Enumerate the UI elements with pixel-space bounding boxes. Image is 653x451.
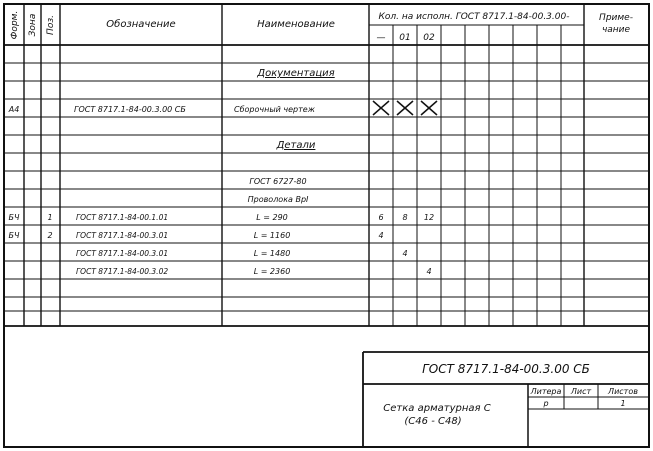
- r4-name: L = 2360: [253, 267, 291, 276]
- title-name-line2: (С46 - С48): [404, 416, 462, 427]
- title-code: ГОСТ 8717.1-84-00.3.00 СБ: [422, 362, 590, 376]
- header-variant-dash: —: [376, 33, 386, 43]
- r1-pos: 1: [47, 213, 53, 222]
- r4-qty-02: 4: [426, 267, 432, 276]
- title-lit-label: Литера: [530, 387, 562, 396]
- r3-designation: ГОСТ 8717.1-84-00.3.01: [76, 249, 169, 258]
- header-qty-title: Кол. на исполн. ГОСТ 8717.1-84-00.3.00-: [378, 12, 570, 22]
- r1-format: БЧ: [8, 213, 20, 222]
- drawing-designation: ГОСТ 8717.1-84-00.3.00 СБ: [74, 105, 186, 114]
- header-variant-01: 01: [399, 33, 411, 43]
- header-format: Форм.: [10, 10, 20, 40]
- title-lit-value: р: [543, 399, 549, 408]
- header-zone: Зона: [28, 13, 38, 37]
- section-documentation: Документация: [257, 68, 335, 79]
- drawing-name: Сборочный чертеж: [234, 105, 315, 114]
- section-details: Детали: [276, 140, 316, 151]
- r1-name: L = 290: [256, 213, 288, 222]
- material-wire: Проволока ВрI: [247, 195, 309, 204]
- material-gost: ГОСТ 6727-80: [249, 177, 307, 186]
- drawing-format: А4: [8, 105, 20, 114]
- r2-format: БЧ: [8, 231, 20, 240]
- r2-qty-dash: 4: [378, 231, 384, 240]
- title-name-line1: Сетка арматурная С: [383, 403, 491, 414]
- r3-name: L = 1480: [253, 249, 291, 258]
- r2-designation: ГОСТ 8717.1-84-00.3.01: [76, 231, 169, 240]
- title-sheet-label: Лист: [570, 387, 592, 396]
- cross-marks: [373, 101, 437, 115]
- r1-qty-02: 12: [423, 213, 435, 222]
- r1-qty-dash: 6: [378, 213, 384, 222]
- r2-pos: 2: [47, 231, 53, 240]
- header-pos: Поз.: [46, 15, 56, 35]
- r3-qty-01: 4: [402, 249, 408, 258]
- r1-designation: ГОСТ 8717.1-84-00.1.01: [76, 213, 169, 222]
- header-note-line2: чание: [601, 25, 631, 35]
- r1-qty-01: 8: [402, 213, 408, 222]
- header-variant-02: 02: [423, 33, 435, 43]
- r4-designation: ГОСТ 8717.1-84-00.3.02: [76, 267, 169, 276]
- header-designation: Обозначение: [106, 19, 176, 30]
- title-sheets-label: Листов: [608, 387, 638, 396]
- title-sheets-value: 1: [620, 399, 626, 408]
- r2-name: L = 1160: [253, 231, 291, 240]
- header-note-line1: Приме-: [599, 13, 633, 23]
- header-name: Наименование: [257, 19, 335, 30]
